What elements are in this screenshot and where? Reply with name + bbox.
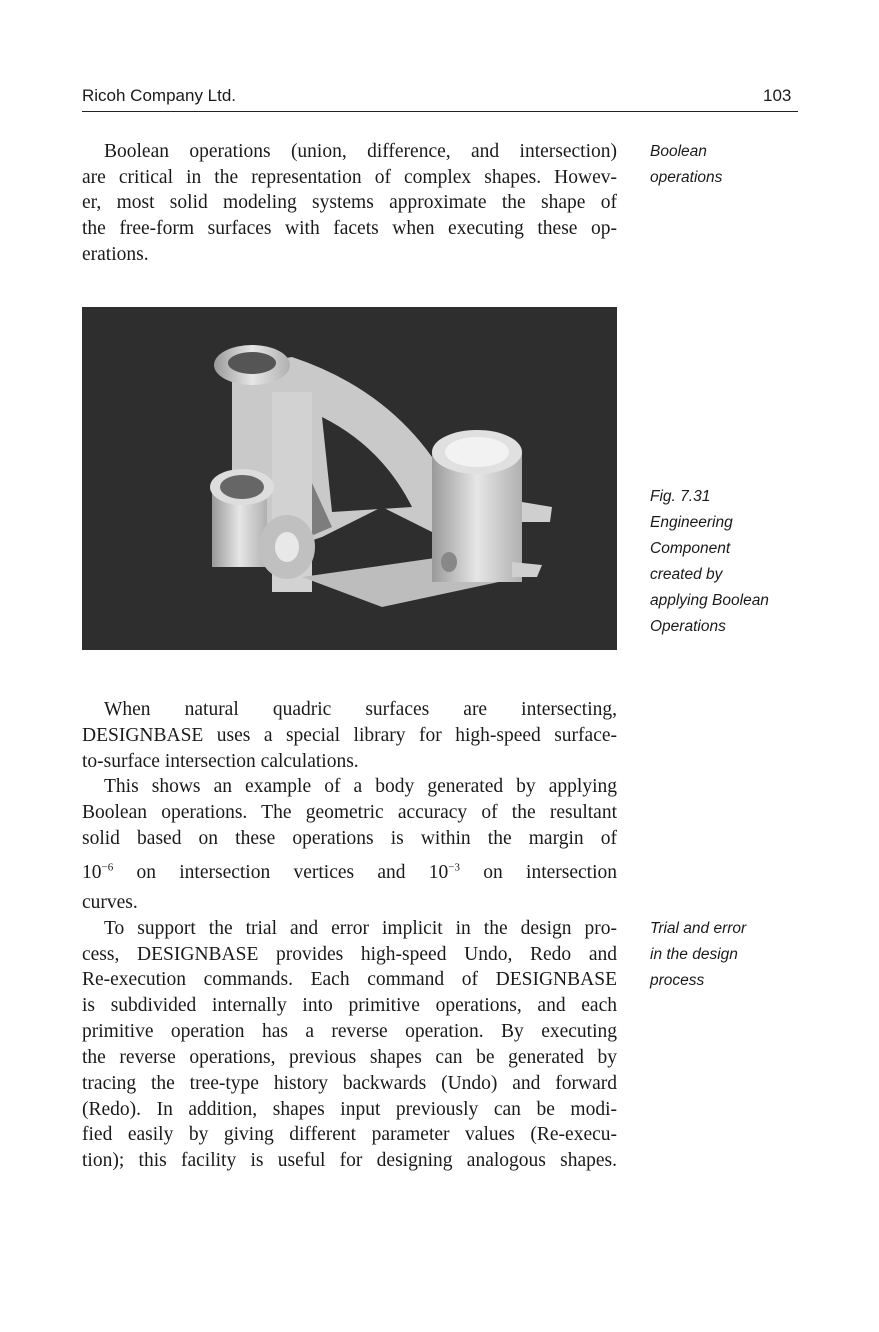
running-title: Ricoh Company Ltd. (82, 86, 237, 105)
note-line: Fig. 7.31 (650, 488, 711, 505)
text-line: Re-execution commands. Each command of DESIGNBASE (82, 969, 617, 990)
note-line: Engineering (650, 514, 733, 531)
note-line: in the design (650, 946, 738, 963)
text-line: curves. (82, 892, 138, 913)
text-line: fied easily by giving different parameter values (Re-execu- (82, 1124, 617, 1145)
note-line: Operations (650, 618, 726, 635)
text-line: tion); this facility is useful for designing analogous shapes. (82, 1150, 617, 1171)
text-line: cess, DESIGNBASE provides high-speed Undo, Redo and (82, 944, 617, 965)
margin-note-boolean (650, 139, 722, 191)
note-line: Trial and error (650, 920, 747, 937)
text-line: the reverse operations, previous shapes can be generated by (82, 1047, 617, 1068)
text-line: This shows an example of a body generated by applying (104, 776, 617, 797)
math-exponent: −6 (101, 861, 114, 874)
text-line: tracing the tree-type history backwards (Undo) and forward (82, 1073, 617, 1094)
component-render (82, 307, 617, 650)
note-line: operations (650, 169, 723, 186)
note-line: Boolean (650, 143, 707, 160)
text-line: Boolean operations. The geometric accuracy of the resultant (82, 802, 617, 823)
text-line: When natural quadric surfaces are intersecting, (104, 699, 617, 720)
note-line: created by (650, 566, 723, 583)
text-line: DESIGNBASE uses a special library for high-speed surface- (82, 725, 617, 746)
text-line: the free-form surfaces with facets when executing these op- (82, 218, 617, 239)
text-line: er, most solid modeling systems approximate the shape of (82, 192, 617, 213)
note-line: process (650, 972, 705, 989)
math-base: 10 (428, 862, 449, 883)
text-line: are critical in the representation of complex shapes. Howev- (82, 167, 617, 188)
math-exponent: −3 (448, 861, 460, 874)
text-line-math (82, 860, 617, 886)
text-line: primitive operation has a reverse operation. By executing (82, 1021, 617, 1042)
math-base: 10 (82, 862, 102, 883)
text-line: (Redo). In addition, shapes input previously can be modi- (82, 1099, 617, 1120)
figure-engineering-component (82, 307, 617, 650)
text-line: is subdivided internally into primitive operations, and each (82, 995, 617, 1016)
figure-caption (650, 484, 769, 640)
text-line: solid based on these operations is within the margin of (82, 828, 617, 849)
note-line: Component (650, 540, 731, 557)
text-line: To support the trial and error implicit in the design pro- (104, 918, 617, 939)
text-line: to-surface intersection calculations. (82, 751, 359, 772)
page-number: 103 (763, 86, 792, 105)
text: on intersection (460, 862, 617, 883)
margin-note-trial (650, 916, 746, 994)
text-line: erations. (82, 244, 149, 265)
text-line: Boolean operations (union, difference, and intersection) (104, 141, 617, 162)
text: on intersection vertices and (113, 862, 429, 883)
note-line: applying Boolean (650, 592, 769, 609)
header-rule (82, 111, 798, 112)
